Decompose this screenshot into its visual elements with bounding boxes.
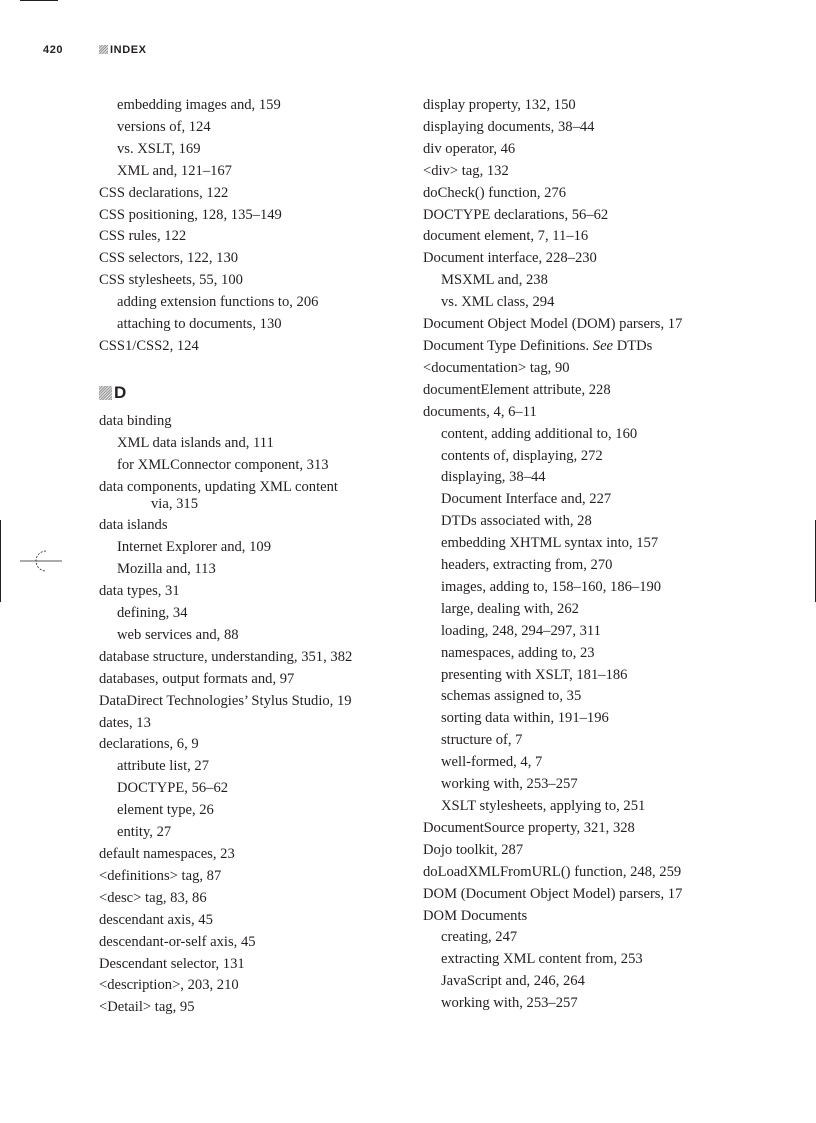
entry-text: schemas assigned to, 35 [441, 688, 582, 705]
index-entry [99, 647, 399, 669]
entry-text: <definitions> tag, 87 [99, 867, 222, 884]
index-subentry [423, 577, 753, 599]
entry-text: embedding images and, 159 [117, 97, 281, 113]
top-crop-rule [20, 0, 58, 1]
index-subentry [423, 467, 753, 489]
index-subentry [99, 117, 399, 139]
entry-text: documents, 4, 6–11 [423, 403, 537, 420]
index-entry [99, 515, 399, 537]
index-entry [99, 910, 399, 932]
index-subentry [423, 424, 753, 446]
index-subentry [99, 161, 399, 183]
entry-line [423, 336, 753, 358]
entry-text: descendant axis, 45 [99, 911, 213, 928]
left-column [99, 95, 399, 1019]
entry-text: loading, 248, 294–297, 311 [441, 622, 601, 639]
see-target: DTDs [616, 337, 653, 354]
entry-text: Document Interface and, 227 [441, 491, 612, 508]
index-subentry [99, 95, 399, 117]
entry-text: declarations, 6, 9 [99, 736, 199, 753]
index-entry [99, 183, 399, 205]
index-subentry [99, 778, 399, 800]
entry-text: structure of, 7 [441, 732, 523, 749]
entry-text: Dojo toolkit, 287 [423, 841, 524, 858]
index-entry [99, 669, 399, 691]
index-subentry [423, 949, 753, 971]
entry-text: Document Object Model (DOM) parsers, 17 [423, 316, 683, 333]
right-entries [423, 95, 753, 1015]
entry-text: CSS1/CSS2, 124 [99, 337, 199, 354]
index-entry [99, 411, 399, 433]
entry-text: DOM Documents [423, 907, 528, 924]
entry-text: CSS stylesheets, 55, 100 [99, 272, 243, 289]
entry-text: <Detail> tag, 95 [99, 999, 195, 1016]
entry-text: namespaces, adding to, 23 [441, 644, 595, 661]
index-entry [99, 888, 399, 910]
entry-text: sorting data within, 191–196 [441, 710, 609, 727]
section-bar-icon [99, 45, 108, 54]
index-entry [99, 248, 399, 270]
entry-text: DOM (Document Object Model) parsers, 17 [423, 885, 683, 902]
entry-text: creating, 247 [441, 929, 518, 946]
index-subentry [99, 314, 399, 336]
entry-text: working with, 253–257 [441, 776, 578, 793]
index-subentry [99, 537, 399, 559]
entry-text: attribute list, 27 [117, 758, 210, 775]
index-entry [423, 336, 753, 358]
entry-text: default namespaces, 23 [99, 846, 235, 862]
entry-text: XML data islands and, 111 [117, 434, 274, 451]
entry-text: doLoadXMLFromURL() function, 248, 259 [423, 863, 682, 880]
entry-text: Mozilla and, 113 [117, 561, 216, 578]
section-title-text: INDEX [110, 44, 147, 56]
index-entry [99, 997, 399, 1019]
index-subentry [423, 643, 753, 665]
index-subentry [99, 625, 399, 647]
index-subentry [99, 756, 399, 778]
entry-text: <documentation> tag, 90 [423, 359, 570, 376]
index-subentry [99, 455, 399, 477]
index-entry [423, 226, 753, 248]
entry-text: <div> tag, 132 [423, 162, 509, 179]
see-reference: See [592, 337, 614, 354]
index-subentry [423, 730, 753, 752]
index-entry [423, 314, 753, 336]
index-entry [99, 477, 399, 516]
entry-text: extracting XML content from, 253 [441, 951, 643, 968]
entry-text: doCheck() function, 276 [423, 184, 567, 201]
registration-mark-icon [20, 548, 62, 574]
entry-text: vs. XSLT, 169 [117, 140, 201, 157]
entry-text: content, adding additional to, 160 [441, 425, 638, 442]
entry-text: databases, output formats and, 97 [99, 670, 295, 687]
index-subentry [423, 511, 753, 533]
entry-text: Document Type Definitions. [423, 337, 590, 354]
index-subentry [423, 621, 753, 643]
left-crop-line [0, 520, 1, 602]
index-subentry [423, 752, 753, 774]
right-column [423, 95, 753, 1015]
index-entry [423, 95, 753, 117]
left-entries-top [99, 95, 399, 358]
entry-text: defining, 34 [117, 605, 188, 622]
index-entry [99, 713, 399, 735]
entry-text: images, adding to, 158–160, 186–190 [441, 578, 662, 595]
entry-text: <description>, 203, 210 [99, 977, 239, 994]
index-subentry [99, 603, 399, 625]
index-entry [423, 358, 753, 380]
index-entry [99, 975, 399, 997]
entry-text: DTDs associated with, 28 [441, 513, 592, 530]
index-entry [423, 139, 753, 161]
entry-text: displaying, 38–44 [441, 469, 546, 486]
index-entry [99, 954, 399, 976]
index-entry [423, 380, 753, 402]
index-subentry [99, 559, 399, 581]
entry-text: data islands [99, 517, 168, 534]
index-entry [99, 866, 399, 888]
index-entry [99, 270, 399, 292]
entry-text: embedding XHTML syntax into, 157 [441, 535, 659, 552]
index-entry [423, 205, 753, 227]
index-subentry [99, 292, 399, 314]
entry-text: dates, 13 [99, 714, 151, 731]
index-entry [99, 844, 399, 866]
entry-text: web services and, 88 [117, 626, 239, 643]
entry-text: DocumentSource property, 321, 328 [423, 819, 635, 836]
entry-text: DataDirect Technologies’ Stylus Studio, 19 [99, 692, 352, 709]
index-subentry [99, 139, 399, 161]
entry-text: XSLT stylesheets, applying to, 251 [441, 798, 646, 814]
index-subentry [423, 665, 753, 687]
index-entry [423, 840, 753, 862]
index-subentry [423, 774, 753, 796]
entry-text: display property, 132, 150 [423, 97, 576, 113]
index-subentry [99, 822, 399, 844]
entry-text: vs. XML class, 294 [441, 294, 555, 311]
entry-text: adding extension functions to, 206 [117, 294, 319, 311]
entry-text: Descendant selector, 131 [99, 955, 245, 972]
entry-text: documentElement attribute, 228 [423, 381, 611, 398]
index-subentry [423, 599, 753, 621]
index-subentry [423, 446, 753, 468]
entry-text: database structure, understanding, 351, 382 [99, 648, 353, 665]
index-entry [423, 248, 753, 270]
entry-text: XML and, 121–167 [117, 162, 232, 179]
index-entry [423, 161, 753, 183]
entry-text: div operator, 46 [423, 140, 516, 157]
index-entry [99, 691, 399, 713]
entry-text: well-formed, 4, 7 [441, 754, 543, 771]
entry-text: headers, extracting from, 270 [441, 557, 613, 574]
entry-text: Internet Explorer and, 109 [117, 539, 271, 556]
entry-text: displaying documents, 38–44 [423, 118, 595, 135]
entry-text: contents of, displaying, 272 [441, 447, 603, 464]
entry-text: for XMLConnector component, 313 [117, 456, 329, 473]
section-letter-heading [99, 380, 399, 406]
entry-text: presenting with XSLT, 181–186 [441, 666, 628, 683]
entry-text: DOCTYPE declarations, 56–62 [423, 206, 609, 223]
index-subentry [423, 686, 753, 708]
index-subentry [423, 708, 753, 730]
entry-continuation: via, 315 [151, 495, 199, 512]
entry-text: MSXML and, 238 [441, 272, 548, 289]
index-entry [99, 581, 399, 603]
entry-text: working with, 253–257 [441, 995, 578, 1012]
entry-text: DOCTYPE, 56–62 [117, 780, 229, 797]
entry-text: CSS selectors, 122, 130 [99, 250, 239, 267]
entry-text: <desc> tag, 83, 86 [99, 889, 207, 906]
entry-text: attaching to documents, 130 [117, 316, 282, 333]
entry-text: document element, 7, 11–16 [423, 228, 589, 245]
entry-text: CSS declarations, 122 [99, 184, 229, 201]
letter-bar-icon [99, 386, 112, 400]
entry-text: entity, 27 [117, 824, 172, 841]
index-entry [423, 884, 753, 906]
index-entry [423, 117, 753, 139]
entry-text: large, dealing with, 262 [441, 600, 579, 617]
index-entry [99, 932, 399, 954]
index-entry [423, 818, 753, 840]
entry-text: CSS rules, 122 [99, 228, 187, 245]
left-entries-d [99, 411, 399, 1019]
entry-text: Document interface, 228–230 [423, 250, 597, 267]
entry-text: CSS positioning, 128, 135–149 [99, 206, 282, 223]
index-entry [99, 205, 399, 227]
entry-text: element type, 26 [117, 802, 214, 819]
index-entry [423, 906, 753, 928]
index-subentry [99, 433, 399, 455]
index-entry [423, 862, 753, 884]
index-subentry [423, 533, 753, 555]
section-title [99, 44, 147, 56]
entry-text: descendant-or-self axis, 45 [99, 933, 256, 950]
entry-text: versions of, 124 [117, 118, 211, 135]
entry-text: data types, 31 [99, 583, 180, 600]
index-entry [423, 183, 753, 205]
index-subentry [423, 489, 753, 511]
index-subentry [423, 927, 753, 949]
index-entry [99, 226, 399, 248]
index-subentry [423, 270, 753, 292]
entry-text: data binding [99, 412, 172, 429]
index-subentry [423, 292, 753, 314]
page-number: 420 [43, 44, 64, 56]
entry-text: JavaScript and, 246, 264 [441, 973, 585, 990]
index-subentry [423, 796, 753, 818]
index-subentry [423, 971, 753, 993]
index-entry [423, 402, 753, 424]
index-entry [99, 336, 399, 358]
index-subentry [423, 555, 753, 577]
entry-text: data components, updating XML content [99, 478, 338, 495]
index-entry [99, 734, 399, 756]
section-letter: D [114, 382, 127, 402]
index-subentry [99, 800, 399, 822]
index-subentry [423, 993, 753, 1015]
